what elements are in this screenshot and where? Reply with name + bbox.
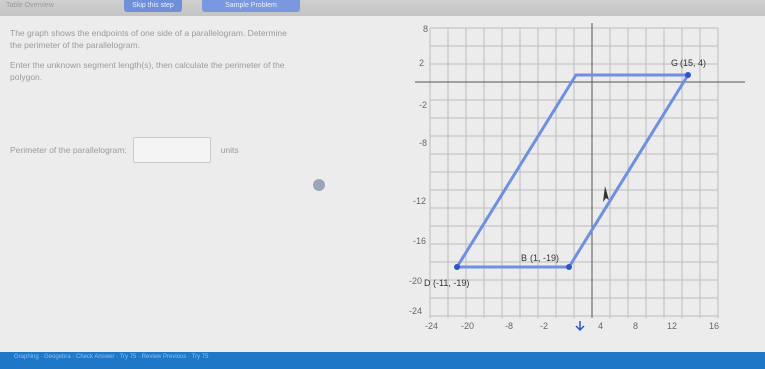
x-tick: 4	[598, 321, 604, 331]
x-tick: 16	[709, 321, 720, 331]
y-tick-labels	[409, 24, 428, 316]
point-b[interactable]	[566, 264, 572, 270]
tab-sample-problem[interactable]: Sample Problem	[202, 0, 300, 12]
coordinate-graph	[395, 18, 765, 336]
point-g[interactable]	[685, 72, 691, 78]
point-b-label: B	[521, 253, 528, 263]
tab-skip-step[interactable]: Skip this step	[124, 0, 182, 12]
y-tick: 2	[419, 58, 425, 68]
question-line-2: Enter the unknown segment length(s), then calculate the perimeter of the polygon.	[10, 60, 285, 82]
y-tick: 8	[423, 24, 429, 34]
hint-dot-icon[interactable]	[313, 179, 325, 191]
x-tick: -20	[461, 321, 475, 331]
x-tick: 12	[667, 321, 678, 331]
perimeter-input[interactable]	[133, 137, 211, 163]
x-tick: -24	[425, 321, 439, 331]
x-tick-labels	[425, 321, 719, 331]
y-tick: -16	[413, 236, 427, 246]
y-tick: -20	[409, 276, 423, 286]
breadcrumb: Table Overview	[6, 2, 54, 9]
point-d-label: D	[424, 278, 431, 288]
answer-row	[10, 138, 239, 162]
point-g-coord: (15, 4)	[680, 58, 707, 68]
point-b-coord: (1, -19)	[530, 253, 560, 263]
footer-text: Graphing · Geogebra · Check Answer · Try 75 · Review Previous · Try 75	[14, 354, 209, 360]
unit-label: units	[220, 145, 239, 155]
y-tick: -2	[419, 100, 428, 110]
top-toolbar	[0, 0, 765, 16]
x-tick: -8	[505, 321, 514, 331]
grid-lines	[430, 28, 718, 318]
question-prompt	[10, 27, 290, 91]
perimeter-label: Perimeter of the parallelogram:	[10, 145, 127, 155]
y-tick: -24	[409, 306, 423, 316]
question-line-1: The graph shows the endpoints of one side of a parallelogram. Determine the perimeter of the parallelogram.	[10, 28, 287, 50]
y-tick: -12	[413, 196, 427, 206]
status-footer	[0, 352, 765, 369]
point-d-coord: (-11, -19)	[433, 278, 470, 288]
x-tick: 8	[633, 321, 639, 331]
point-d[interactable]	[454, 264, 460, 270]
y-tick: -8	[419, 138, 428, 148]
cursor-icon	[603, 186, 609, 202]
parallelogram	[457, 75, 688, 267]
point-g-label: G	[671, 58, 679, 68]
arrow-down-icon	[576, 321, 584, 330]
x-tick: -2	[540, 321, 549, 331]
